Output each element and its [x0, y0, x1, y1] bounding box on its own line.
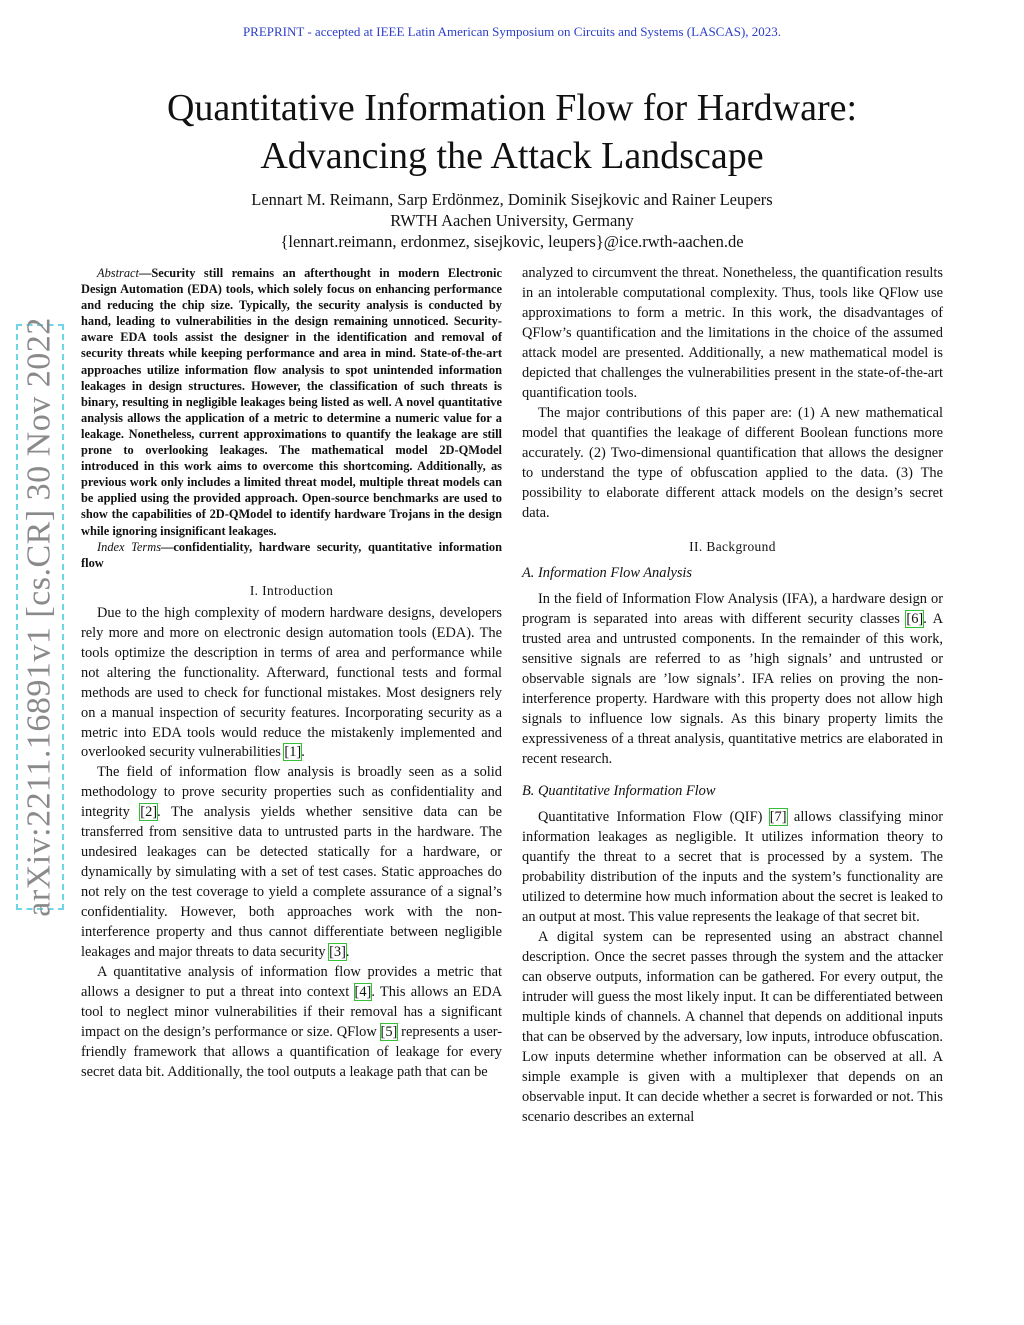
- intro-p3-text-a: A quantitative analysis of information flow provides a metric that allows a designer to put a threat into context: [81, 963, 502, 1000]
- author-block: [0, 189, 1024, 252]
- intro-continuation-paragraph: analyzed to circumvent the threat. Nonetheless, the quantification results in an intolerable computational complexity. Thus, tools like QFlow use approximations to form a metric. In this work, the disadvantages of QFlow’s quantification and the limitations in the choice of the assumed attack model are presented. Additionally, a new mathematical model is depicted that challenges the vulnerabilities present in the state-of-the-art quantification tools.: [522, 265, 943, 401]
- section-heading-introduction: I. Introduction: [249, 582, 334, 598]
- title-line-2: Advancing the Attack Landscape: [260, 135, 764, 177]
- intro-p3-text-b: . This allows an EDA tool to neglect minor vulnerabilities if their removal has a significant impact on the design’s performance or size. QFlow: [81, 983, 503, 1040]
- arxiv-identifier-text: arXiv:2211.16891v1 [cs.CR] 30 Nov 2022: [21, 317, 59, 917]
- qif-text-a: Quantitative Information Flow (QIF): [538, 809, 770, 825]
- citation-link-6[interactable]: [6]: [906, 611, 924, 627]
- ifa-text-b: . A trusted area and untrusted components. In the remainder of this work, sensitive signals are referred to as ’high signals’ and untrusted or observable signals are ’low signals’. IFA relies on proving the non-interference property. Hardware with this property does not allow high signals to influence low signals. As this binary property limits the expressiveness of a threat analysis, quantitative metrics are elaborated in recent research.: [522, 611, 943, 767]
- author-names: Lennart M. Reimann, Sarp Erdönmez, Dominik Sisejkovic and Rainer Leupers: [251, 190, 773, 209]
- contributions-paragraph: The major contributions of this paper are: (1) A new mathematical model that quantifies the leakage of different Boolean functions more accurately. (2) Two-dimensional quantification that allows the designer to understand the type of obfuscation applied to the data. (3) The possibility to elaborate different attack models on the design’s secret data.: [522, 405, 943, 521]
- left-column: [81, 265, 502, 1083]
- qif-text-b: allows classifying minor information leakages as negligible. It utilizes information theory to quantify the threat to a secret that is processed by a system. The probability distribution of the inputs and the system’s functionality are utilized to determine how much information about the secret is leaked to an output at most. This value represents the leakage of that secret bit.: [522, 809, 943, 925]
- intro-paragraph-2: [81, 763, 502, 963]
- subsection-heading-qif: B. Quantitative Information Flow: [522, 783, 716, 799]
- arxiv-identifier-stamp[interactable]: [16, 317, 64, 917]
- index-terms-label: Index Terms: [97, 539, 162, 554]
- index-terms: [81, 539, 502, 571]
- ifa-text-a: In the field of Information Flow Analysis (IFA), a hardware design or program is separated into areas with different security classes: [522, 591, 943, 627]
- intro-p2-end: .: [345, 943, 350, 960]
- intro-p3-text-c: represents a user-friendly framework that allows a quantification of leakage for every secret data bit. Additionally, the tool outputs a leakage path that can be: [81, 1023, 503, 1080]
- intro-p2-text-b: . The analysis yields whether sensitive data can be transferred from sensitive data to untrusted parts in the hardware. The undesired leakages can be detected statically for a hardware, or dynamically by simulating with a set of test cases. Static approaches do not rely on the test coverage to yield a complete assurance of a signal’s confidentiality. However, both approaches work with the non-interference property and thus cannot differentiate between negligible leakages and major threats to data security: [81, 804, 502, 960]
- section-heading-background: II. Background: [689, 539, 776, 554]
- title-line-1: Quantitative Information Flow for Hardware:: [166, 87, 858, 129]
- right-column: [522, 263, 943, 1127]
- subsection-heading-ifa: A. Information Flow Analysis: [522, 565, 693, 581]
- citation-link-4[interactable]: [4]: [354, 983, 372, 1000]
- citation-link-1[interactable]: [1]: [284, 744, 302, 761]
- citation-link-3[interactable]: [3]: [329, 943, 346, 960]
- citation-link-5[interactable]: [5]: [380, 1023, 398, 1040]
- qif-paragraph-2: A digital system can be represented using an abstract channel description. Once the secret passes through the system and the attacker can observe outputs, information can be gathered. For every output, the intruder will guess the most likely input. It can be differentiated between multiple kinds of channels. A channel that depends on additional inputs that can be observed by the adversary, low inputs, introduce obfuscation. Low inputs determine whether information can be observed at all. A simple example is given with a multiplexer that depends on an observable input. It can decide whether a secret is forwarded or not. This scenario describes an external: [522, 929, 943, 1125]
- intro-p1-end: .: [301, 744, 305, 761]
- author-affiliation: RWTH Aachen University, Germany: [390, 211, 634, 230]
- author-emails: {lennart.reimann, erdonmez, sisejkovic, leupers}@ice.rwth-aachen.de: [280, 232, 744, 251]
- intro-paragraph-1: [81, 604, 502, 764]
- qif-paragraph-1: [522, 807, 943, 927]
- intro-paragraph-3: [81, 963, 502, 1083]
- abstract: [81, 265, 502, 539]
- ifa-paragraph: [522, 589, 943, 769]
- index-terms-text: —confidentiality, hardware security, quantitative information flow: [81, 539, 502, 570]
- preprint-note[interactable]: PREPRINT - accepted at IEEE Latin American Symposium on Circuits and Systems (LASCAS), 2023.: [242, 24, 782, 39]
- abstract-label: Abstract: [97, 266, 139, 280]
- citation-link-7[interactable]: [7]: [769, 809, 787, 825]
- intro-p1-text: Due to the high complexity of modern hardware designs, developers rely more and more on electronic design automation tools (EDA). The tools optimize the description in terms of area and performance while not altering the functionality. Afterward, functional tests and formal methods are used to check for functional mistakes. Most designers rely on a manual inspection of security features. Incorporating security as a metric into EDA tools would reduce the mistakenly implemented and overlooked security vulnerabilities: [81, 604, 502, 761]
- abstract-text: —Security still remains an afterthought in modern Electronic Design Automation (EDA) tools, which solely focus on enhancing performance and reducing the chip size. Typically, the security analysis is conducted by hand, leading to vulnerabilities in the design remaining unnoticed. Security-aware EDA tools assist the designer in the identification and removal of security threats while keeping performance and area in mind. State-of-the-art approaches utilize information flow analysis to spot unintended information leakages in design structures. However, the classification of such threats is binary, resulting in negligible leakages being listed as well. A novel quantitative analysis allows the application of a metric to determine a numeric value for a leakage. Nonetheless, current approximations to quantify the leakage are still prone to overlooking leakages. The mathematical model 2D-QModel introduced in this work aims to overcome this shortcoming. Additionally, as previous work only includes a limited threat model, multiple threat models can be applied using the provided approach. Open-source benchmarks are used to show the capabilities of 2D-QModel to identify hardware Trojans in the design while ignoring insignificant leakages.: [81, 266, 502, 538]
- paper-title: [0, 84, 1024, 180]
- citation-link-2[interactable]: [2]: [140, 804, 158, 821]
- intro-p2-text-a: The field of information flow analysis is broadly seen as a solid methodology to prove security properties such as confidentiality and integrity: [81, 764, 502, 821]
